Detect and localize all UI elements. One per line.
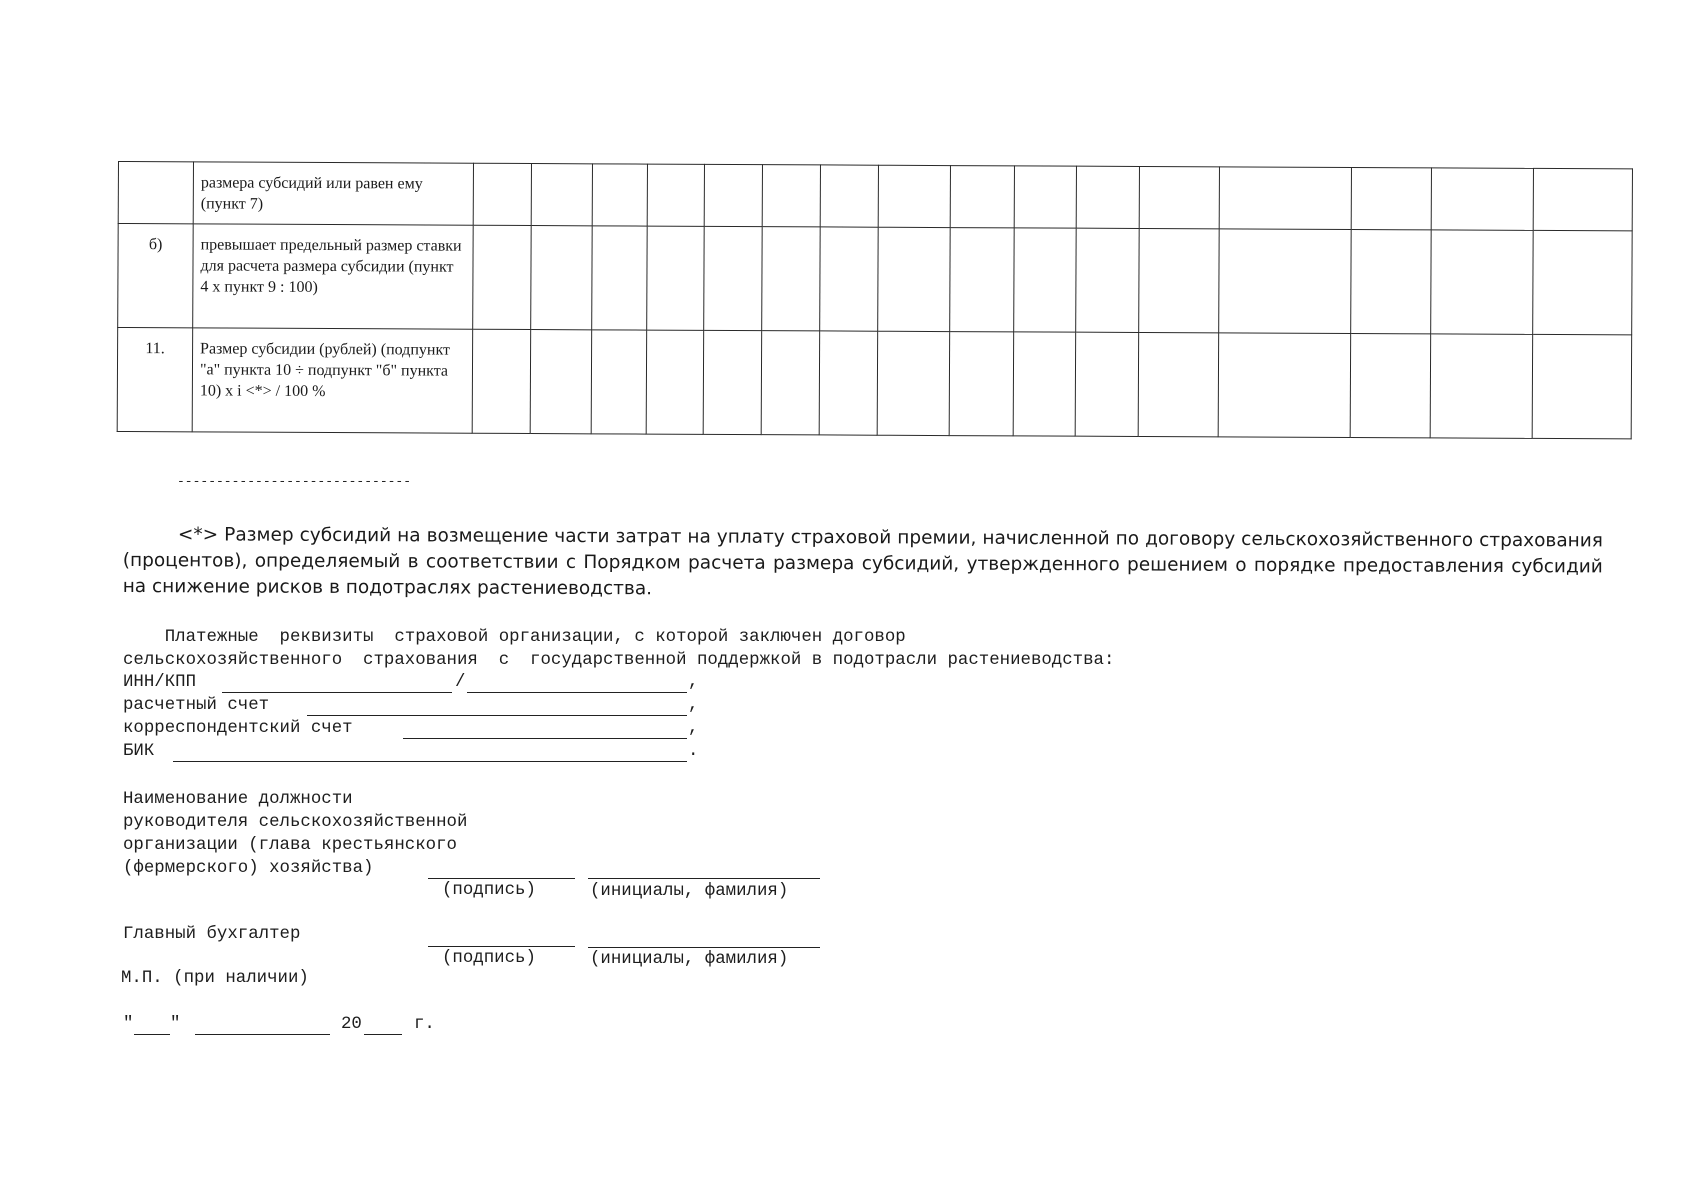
row-description: размера субсидий или равен ему (пункт 7)	[193, 162, 473, 225]
table-cell	[1013, 332, 1076, 436]
table-row	[117, 328, 1631, 439]
footnote-text: <*> Размер субсидий на возмещение части затрат на уплату страховой премии, начисленной по договору сельскохозяйственного страхования (процентов), определяемый в соответствии с Порядком расчета размера субсидий, утвержденного решением о порядке предоставления субсидий на снижение рисков в подотраслях растениеводства.	[122, 524, 1603, 600]
table-cell	[878, 227, 951, 331]
table-row	[118, 162, 1632, 231]
inn-field[interactable]	[222, 692, 452, 693]
stamp-label: М.П. (при наличии)	[121, 969, 309, 988]
table-cell	[1014, 228, 1077, 332]
table-cell	[1076, 166, 1139, 228]
head-title-line-1: Наименование должности	[123, 790, 353, 809]
table-cell	[1076, 228, 1140, 332]
table-cell	[592, 164, 647, 226]
table-cell	[473, 225, 532, 329]
table-cell	[647, 164, 704, 226]
subsidy-calculation-table	[117, 161, 1633, 439]
correspondent-account-comma: ,	[688, 719, 699, 738]
footnote-separator: ------------------------------	[177, 474, 412, 489]
table-cell	[1431, 230, 1534, 334]
table-cell	[1014, 166, 1076, 228]
table-cell	[1533, 168, 1632, 230]
table-cell	[704, 164, 762, 226]
table-cell	[1219, 229, 1352, 334]
head-signature-caption: (подпись)	[442, 881, 536, 900]
requisites-intro-line-2: сельскохозяйственного страхования с государственной поддержкой в подотрасли растениеводства:	[123, 651, 1115, 670]
bik-field[interactable]	[173, 761, 687, 762]
bik-label: БИК	[123, 742, 155, 761]
date-year-prefix: 20	[341, 1015, 362, 1034]
kpp-field[interactable]	[467, 692, 687, 693]
table-cell	[820, 165, 878, 227]
table-cell	[592, 226, 648, 330]
table-cell	[704, 226, 763, 330]
table-cell	[647, 226, 705, 330]
table-cell	[1532, 334, 1632, 438]
date-year-field[interactable]	[364, 1034, 402, 1035]
inn-kpp-label: ИНН/КПП	[123, 673, 197, 692]
table-cell	[1533, 230, 1633, 334]
table-cell	[1430, 334, 1533, 438]
table-cell	[1138, 332, 1219, 436]
date-day-field[interactable]	[134, 1034, 170, 1035]
accountant-name-field[interactable]	[588, 947, 820, 948]
head-name-field[interactable]	[588, 878, 820, 879]
table-cell	[646, 330, 704, 434]
settlement-account-comma: ,	[688, 696, 699, 715]
head-title-line-3: организации (глава крестьянского	[123, 836, 457, 855]
table-cell	[530, 330, 592, 434]
inn-kpp-comma: ,	[688, 673, 699, 692]
row-description: превышает предельный размер ставки для расчета размера субсидии (пункт 4 x пункт 9 : 100)	[193, 224, 474, 329]
table-cell	[591, 330, 647, 434]
table-cell	[762, 165, 820, 227]
table-row	[118, 224, 1632, 335]
table-cell	[1431, 168, 1533, 230]
table-cell	[1218, 333, 1351, 438]
table-cell	[473, 163, 531, 225]
settlement-account-field[interactable]	[307, 715, 687, 716]
date-year-suffix: г.	[414, 1015, 435, 1034]
head-title-line-4: (фермерского) хозяйства)	[123, 859, 374, 878]
correspondent-account-label: корреспондентский счет	[123, 719, 353, 738]
table-cell	[762, 227, 821, 331]
table-cell	[1219, 167, 1351, 230]
requisites-intro-line-1: Платежные реквизиты страховой организации, с которой заключен договор	[123, 628, 906, 647]
accountant-signature-caption: (подпись)	[442, 949, 536, 968]
date-open-quote: "	[123, 1015, 134, 1034]
row-number: б)	[118, 224, 194, 328]
table-cell	[1139, 166, 1219, 228]
table-cell	[531, 164, 592, 226]
table-cell	[877, 331, 950, 435]
table-cell	[1351, 168, 1431, 230]
head-signature-field[interactable]	[428, 878, 575, 879]
correspondent-account-field[interactable]	[403, 738, 687, 739]
table-cell	[531, 226, 593, 330]
table-cell	[949, 332, 1014, 436]
chief-accountant-label: Главный бухгалтер	[123, 925, 301, 944]
head-title-line-2: руководителя сельскохозяйственной	[123, 813, 468, 832]
table-cell	[1350, 334, 1431, 438]
date-close-quote: "	[170, 1015, 181, 1034]
row-number	[118, 162, 193, 224]
table-cell	[1351, 230, 1432, 334]
table-cell	[819, 331, 878, 435]
table-cell	[1075, 332, 1139, 436]
table-cell	[878, 165, 950, 227]
row-number: 11.	[117, 328, 193, 432]
table-cell	[820, 227, 879, 331]
table-cell	[703, 330, 762, 434]
bik-period: .	[688, 742, 699, 761]
inn-kpp-slash: /	[455, 673, 466, 692]
head-name-caption: (инициалы, фамилия)	[590, 882, 789, 901]
table-cell	[950, 228, 1015, 332]
accountant-signature-field[interactable]	[428, 946, 575, 947]
table-cell	[761, 331, 820, 435]
table-cell	[950, 166, 1014, 228]
table-cell	[472, 329, 531, 433]
table-cell	[1139, 228, 1220, 332]
row-description: Размер субсидии (рублей) (подпункт "а" пункта 10 ÷ подпункт "б" пункта 10) x i <*> / 100 %	[192, 328, 473, 433]
settlement-account-label: расчетный счет	[123, 696, 270, 715]
accountant-name-caption: (инициалы, фамилия)	[590, 950, 789, 969]
date-month-field[interactable]	[195, 1034, 330, 1035]
